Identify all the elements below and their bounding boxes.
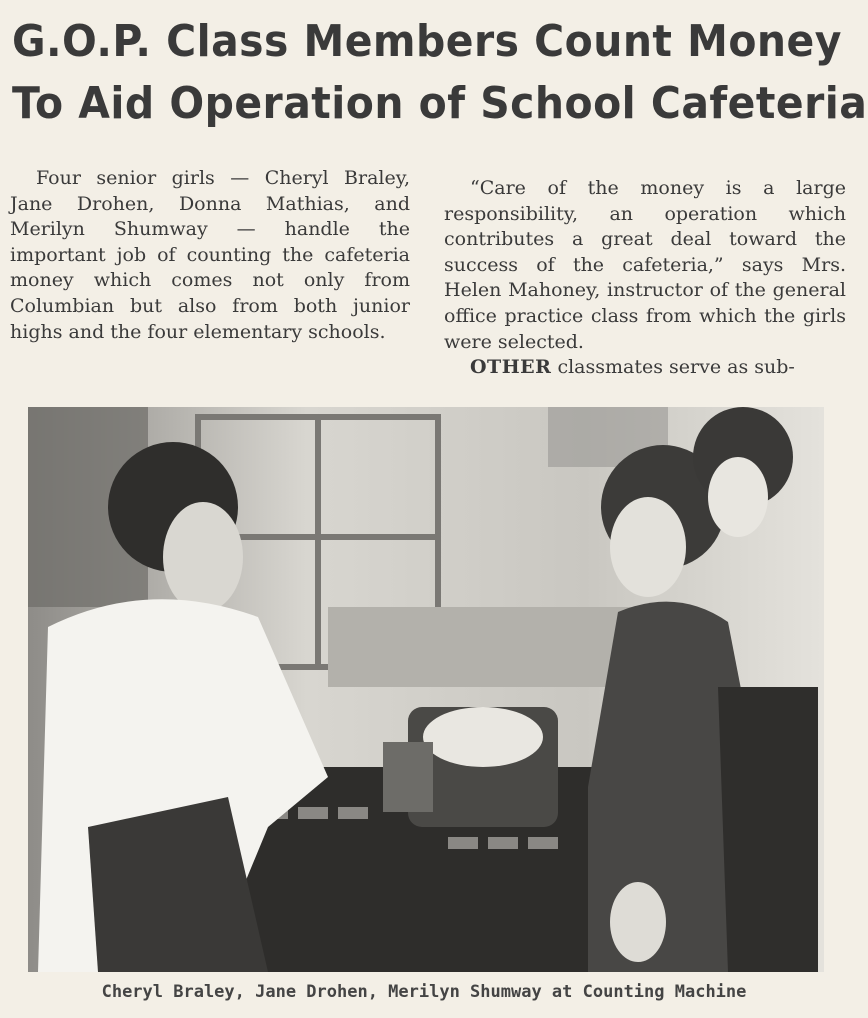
paragraph-text: classmates serve as sub-	[551, 356, 795, 379]
headline-line-1: G.O.P. Class Members Count Money	[12, 16, 842, 67]
article-paragraph-continued	[444, 355, 846, 381]
article-column-right	[444, 176, 846, 381]
headline-line-2: To Aid Operation of School Cafeteria	[12, 78, 868, 129]
article-paragraph-quote: “Care of the money is a large responsibility, an operation which contributes a great deal toward the success of the cafeteria,” says Mrs. Helen Mahoney, instructor of the general office practice class from which the girls were selected.	[444, 177, 846, 353]
photo-caption: Cheryl Braley, Jane Drohen, Merilyn Shumway at Counting Machine	[101, 982, 747, 1002]
photo-illustration	[28, 407, 824, 972]
news-photo	[28, 407, 824, 972]
article-paragraph: Four senior girls — Cheryl Braley, Jane Drohen, Donna Mathias, and Merilyn Shumway — handle the important job of counting the cafeteria money which comes not only from Columbian but also from both junior highs and the four elementary schools.	[10, 167, 410, 343]
run-in-word: OTHER	[470, 356, 552, 379]
article-column-left	[10, 166, 410, 345]
headline	[12, 10, 868, 136]
